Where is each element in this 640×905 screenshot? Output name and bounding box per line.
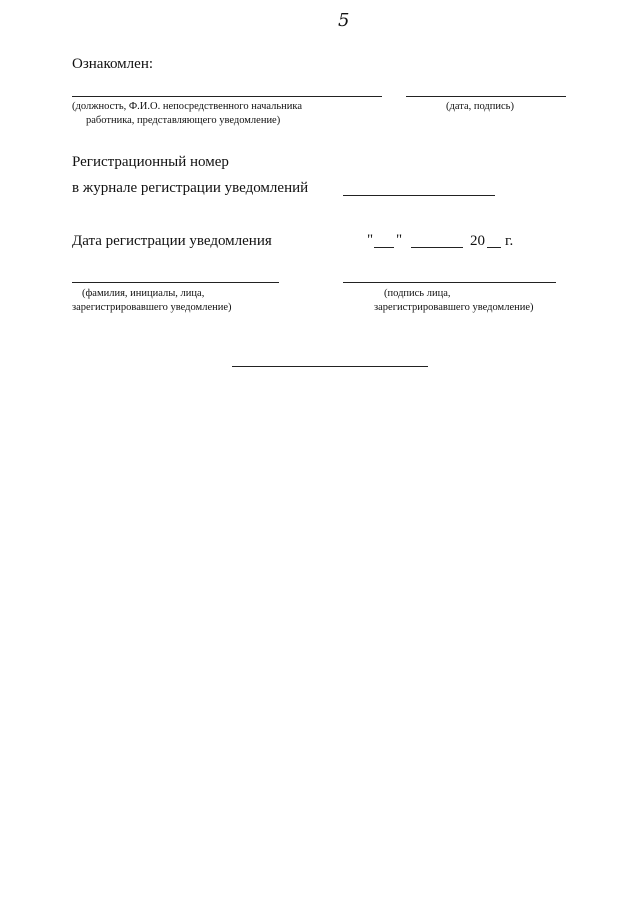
registrar-name-caption-1: (фамилия, инициалы, лица, [82, 288, 205, 299]
page-number: 5 [338, 10, 350, 31]
registrar-name-caption-2: зарегистрировавшего уведомление) [72, 302, 232, 313]
registration-number-label-2: в журнале регистрации уведомлений [72, 180, 309, 196]
registrar-signature-caption-1: (подпись лица, [384, 288, 451, 299]
registration-date-label: Дата регистрации уведомления [72, 233, 272, 249]
acquainted-position-caption-2: работника, представляющего уведомление) [86, 115, 281, 126]
date-quote-open: " [367, 232, 374, 248]
registrar-signature-line [343, 282, 556, 283]
date-year-suffix: г. [505, 233, 514, 249]
registrar-name-line [72, 282, 279, 283]
acquainted-label: Ознакомлен: [72, 56, 154, 72]
date-quote-close: " [396, 232, 403, 248]
acquainted-position-caption-1: (должность, Ф.И.О. непосредственного начальника [72, 101, 302, 112]
registration-number-label-1: Регистрационный номер [72, 154, 229, 170]
end-divider [232, 366, 428, 367]
acquainted-date-signature-caption: (дата, подпись) [446, 101, 514, 112]
acquainted-date-signature-line [406, 96, 566, 97]
registrar-signature-caption-2: зарегистрировавшего уведомление) [374, 302, 534, 313]
acquainted-position-line [72, 96, 382, 97]
date-year-line [487, 247, 501, 248]
registration-number-line [343, 195, 495, 196]
date-day-line [374, 247, 394, 248]
date-month-line [411, 247, 463, 248]
date-year-prefix: 20 [470, 233, 485, 249]
